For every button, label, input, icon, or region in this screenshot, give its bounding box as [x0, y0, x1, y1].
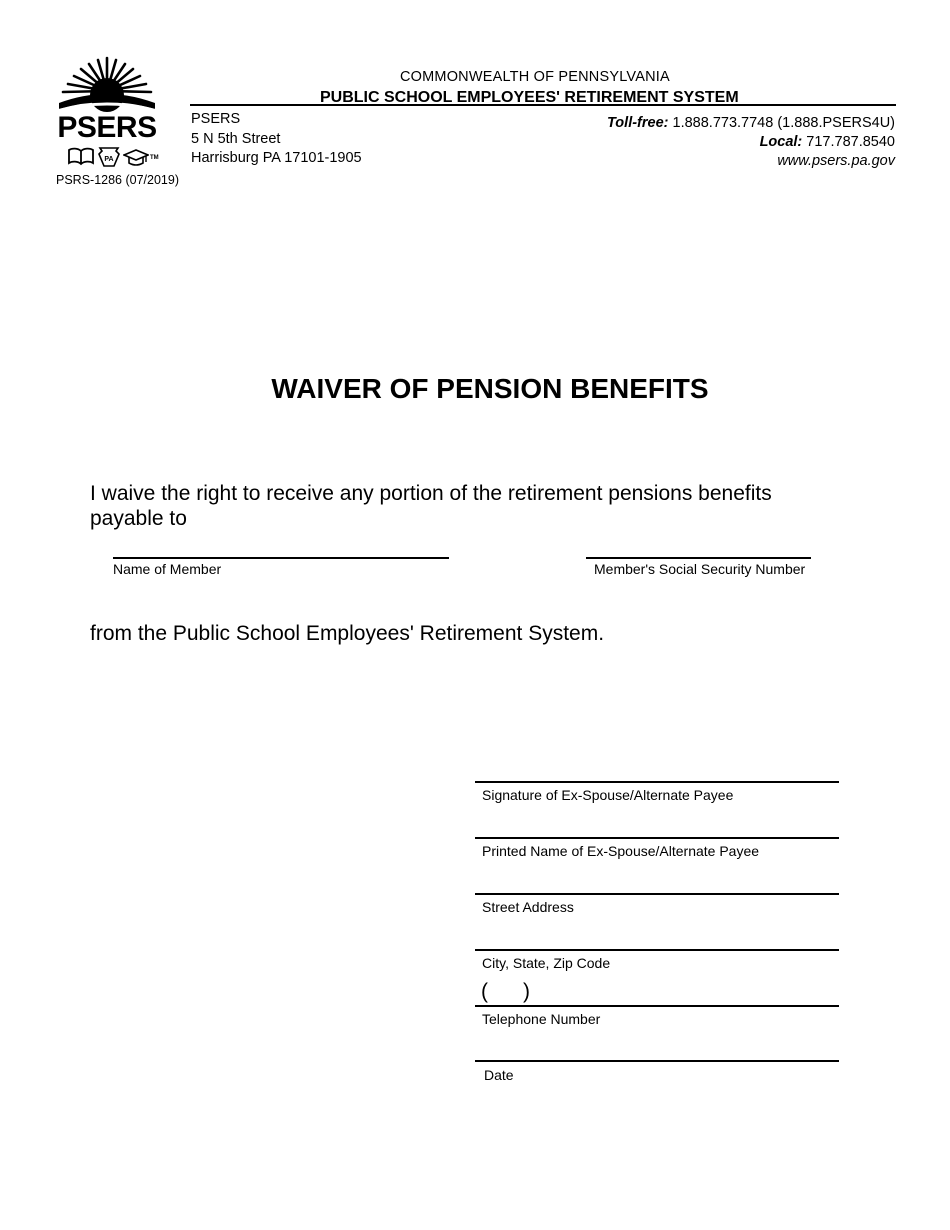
logo-wordmark: PSERS — [57, 111, 157, 144]
tollfree-value: 1.888.773.7748 (1.888.PSERS4U) — [672, 115, 895, 131]
date-label: Date — [484, 1067, 514, 1083]
member-ssn-field[interactable] — [586, 557, 811, 559]
psers-logo — [55, 55, 160, 170]
from-statement: from the Public School Employees' Retirement System. — [90, 622, 605, 645]
address-line-1: PSERS — [191, 111, 241, 127]
street-address-label: Street Address — [482, 899, 574, 915]
form-number: PSRS-1286 (07/2019) — [56, 173, 179, 187]
printed-name-field[interactable] — [475, 837, 839, 839]
tollfree-label: Toll-free: — [606, 115, 669, 131]
tollfree-row — [607, 114, 895, 133]
member-name-label: Name of Member — [113, 561, 222, 577]
member-name-field[interactable] — [113, 557, 449, 559]
address-line-2: 5 N 5th Street — [191, 130, 281, 147]
trademark-mark: TM — [150, 155, 159, 161]
telephone-label: Telephone Number — [482, 1011, 601, 1027]
keystone-text: PA — [104, 156, 114, 163]
commonwealth-heading: COMMONWEALTH OF PENNSYLVANIA — [400, 69, 670, 85]
city-state-zip-label: City, State, Zip Code — [482, 955, 611, 971]
document-title: WAIVER OF PENSION BENEFITS — [271, 373, 709, 404]
contact-info — [607, 114, 895, 171]
local-label: Local: — [759, 134, 803, 150]
address-line-3: Harrisburg PA 17101-1905 — [191, 150, 362, 166]
signature-label: Signature of Ex-Spouse/Alternate Payee — [482, 787, 734, 803]
mailing-address — [191, 110, 362, 169]
telephone-field[interactable] — [475, 1005, 839, 1007]
waiver-statement: I waive the right to receive any portion of the retirement pensions benefits payable to — [90, 482, 772, 530]
header-rule — [190, 104, 896, 106]
graduation-cap-icon — [123, 147, 149, 167]
member-ssn-label: Member's Social Security Number — [594, 561, 806, 577]
website-link[interactable]: www.psers.pa.gov — [777, 153, 895, 169]
agency-name-heading: PUBLIC SCHOOL EMPLOYEES' RETIREMENT SYSTEM — [320, 89, 739, 106]
printed-name-label: Printed Name of Ex-Spouse/Alternate Payee — [482, 843, 760, 859]
area-code-parentheses: ( ) — [481, 980, 530, 1003]
city-state-zip-field[interactable] — [475, 949, 839, 951]
signature-field[interactable] — [475, 781, 839, 783]
keystone-pa-icon — [98, 147, 120, 167]
local-value: 717.787.8540 — [806, 134, 895, 150]
street-address-field[interactable] — [475, 893, 839, 895]
local-row — [607, 133, 895, 152]
date-field[interactable] — [475, 1060, 839, 1062]
open-book-icon — [68, 147, 94, 167]
logo-icon-row — [68, 147, 162, 169]
